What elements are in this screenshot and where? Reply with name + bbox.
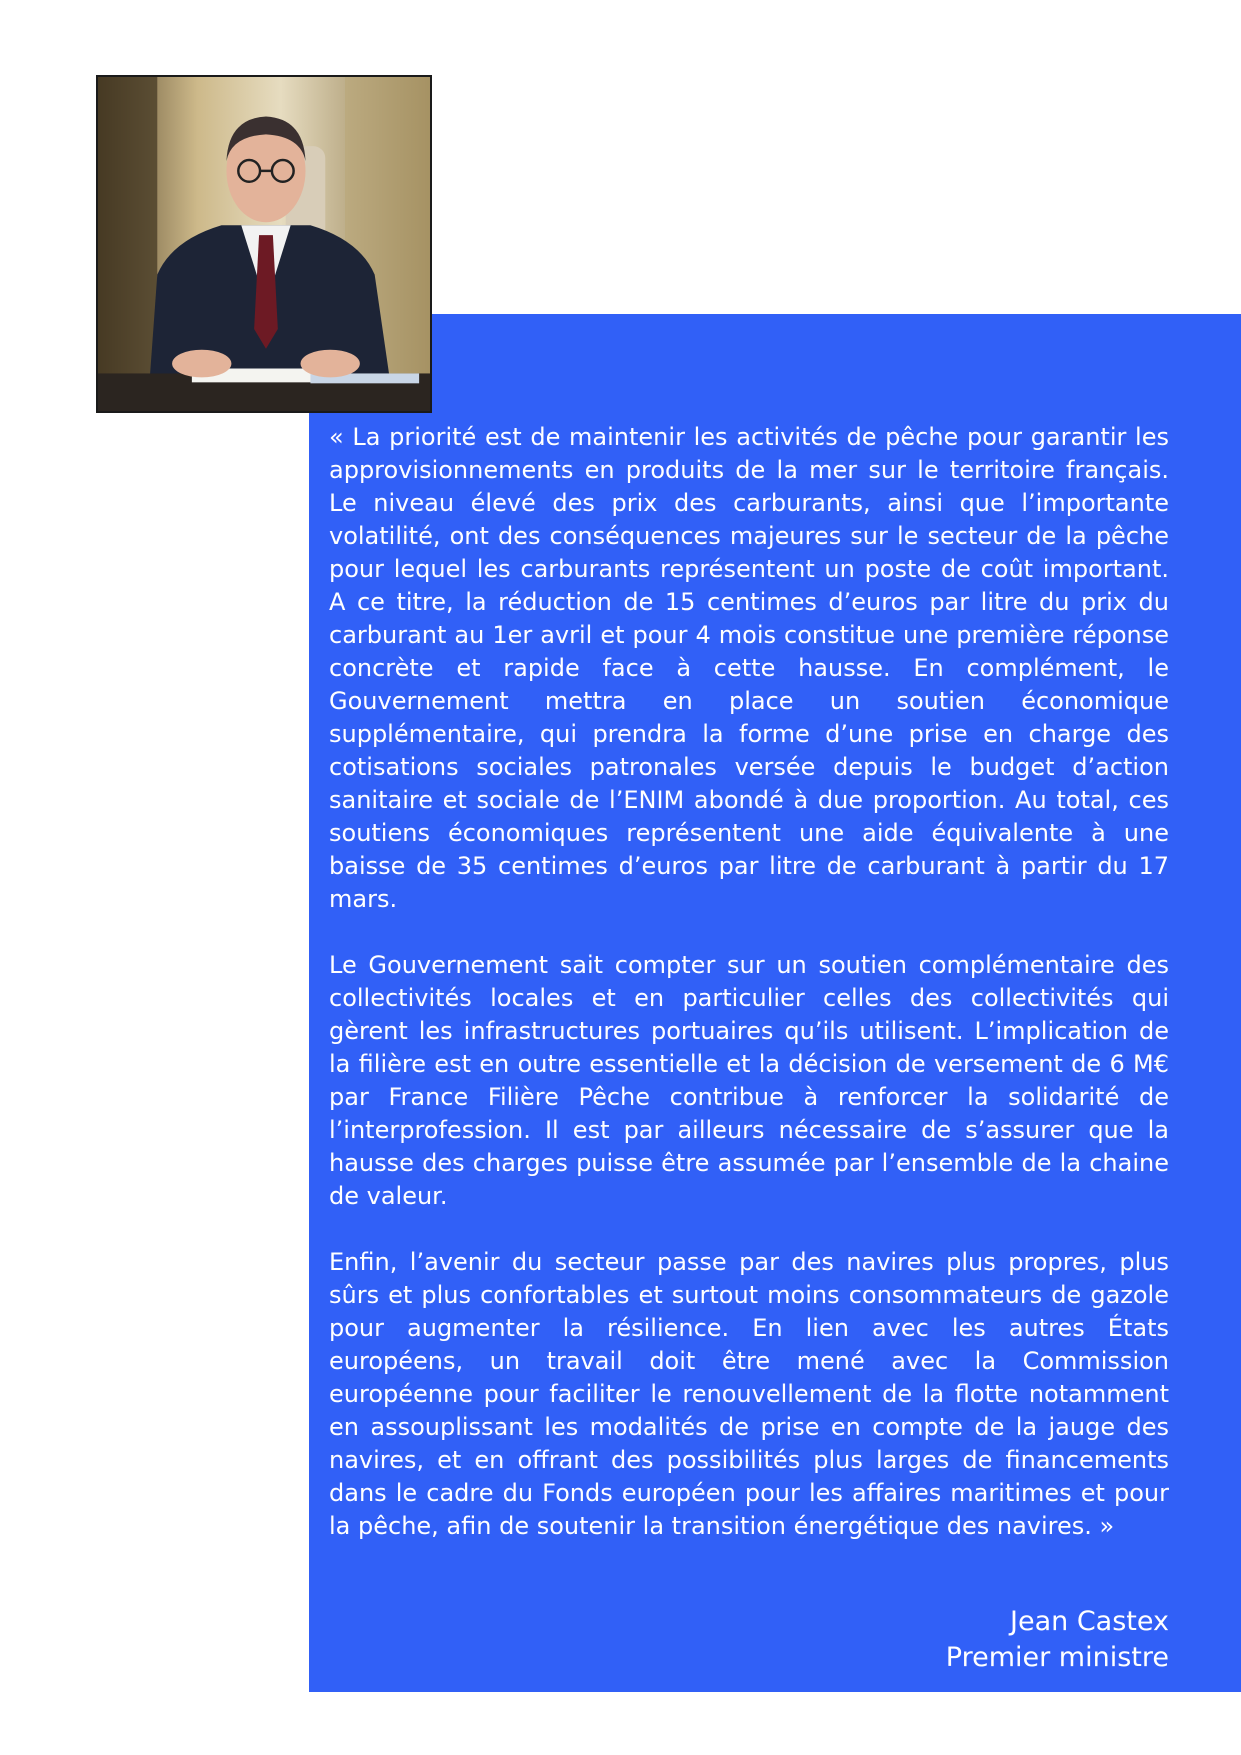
quote-paragraph: « La priorité est de maintenir les activités de pêche pour garantir les approvisionnements en produits de la mer sur le territoire français. Le niveau élevé des prix des carburants, ainsi que l’importante volatilité, ont des conséquences majeures sur le secteur de la pêche pour lequel les carburants représentent un poste de coût important. A ce titre, la réduction de 15 centimes d’euros par litre du prix du carburant au 1er avril et pour 4 mois constitue une première réponse concrète et rapide face à cette hausse. En complément, le Gouvernement mettra en place un soutien économique supplémentaire, qui prendra la forme d’une prise en charge des cotisations sociales patronales versée depuis le budget d’action sanitaire et sociale de l’ENIM abondé à due proportion. Au total, ces soutiens économiques représentent une aide équivalente à une baisse de 35 centimes d’euros par litre de carburant à partir du 17 mars. — [329, 423, 1169, 913]
signature — [946, 1604, 1169, 1676]
quote-text — [329, 421, 1169, 1543]
quote-paragraph: Enfin, l’avenir du secteur passe par des navires plus propres, plus sûrs et plus confortables et surtout moins consommateurs de gazole pour augmenter la résilience. En lien avec les autres États européens, un travail doit être mené avec la Commission européenne pour faciliter le renouvellement de la flotte notamment en assouplissant les modalités de prise en compte de la jauge des navires, et en offrant des possibilités plus larges de financements dans le cadre du Fonds européen pour les affaires maritimes et pour la pêche, afin de soutenir la transition énergétique des navires. » — [329, 1248, 1169, 1540]
signature-title: Premier ministre — [945, 1642, 1169, 1673]
signature-name: Jean Castex — [1010, 1606, 1169, 1637]
quote-paragraph: Le Gouvernement sait compter sur un soutien complémentaire des collectivités locales et en particulier celles des collectivités qui gèrent les infrastructures portuaires qu’ils utilisent. L’implication de la filière est en outre essentielle et la décision de versement de 6 M€ par France Filière Pêche contribue à renforcer la solidarité de l’interprofession. Il est par ailleurs nécessaire de s’assurer que la hausse des charges puisse être assumée par l’ensemble de la chaine de valeur. — [329, 951, 1169, 1210]
portrait-photo — [96, 75, 432, 413]
